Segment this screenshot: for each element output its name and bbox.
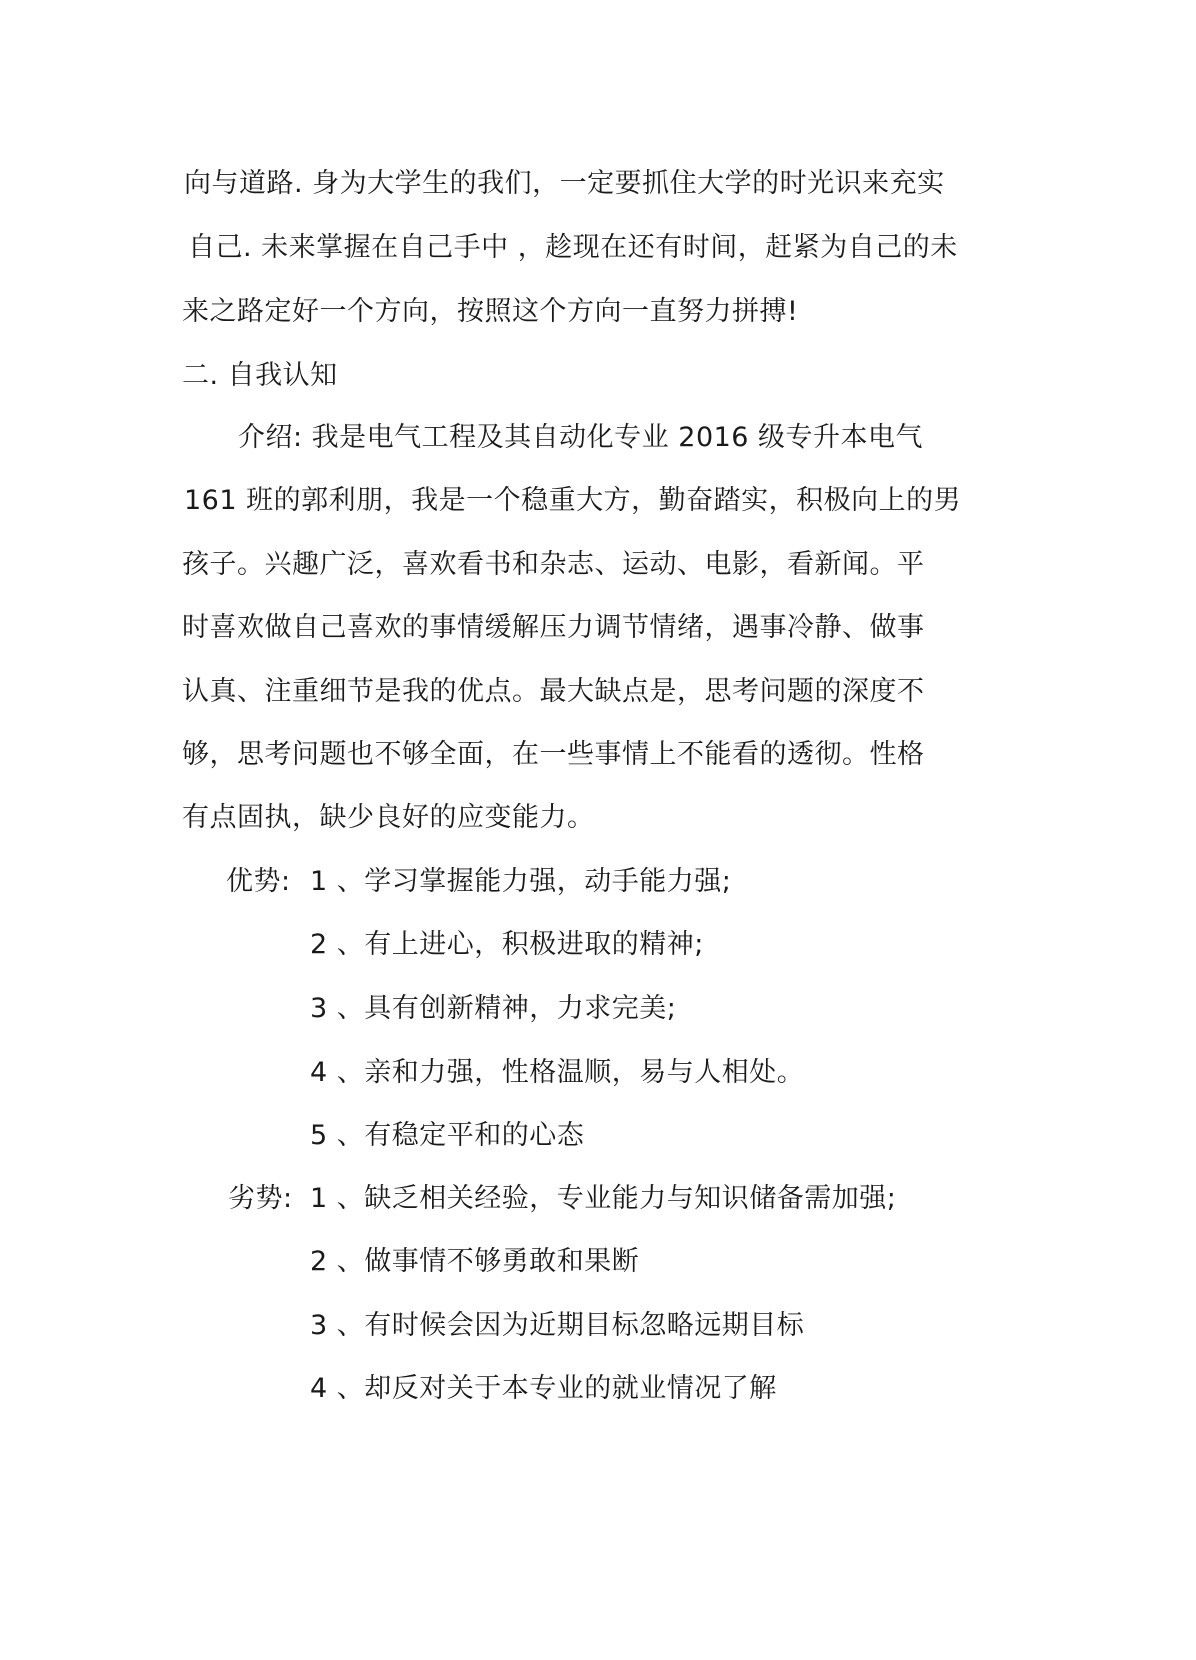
weaknesses-label: 劣势: bbox=[228, 1183, 293, 1214]
self-intro-line-7: 有点固执，缺少良好的应变能力。 bbox=[182, 802, 595, 833]
weakness-item-3: 3 、有时候会因为近期目标忽略远期目标 bbox=[310, 1310, 805, 1341]
self-intro-line-6: 够，思考问题也不够全面，在一些事情上不能看的透彻。性格 bbox=[182, 739, 925, 770]
weakness-item-2: 2 、做事情不够勇敢和果断 bbox=[310, 1246, 640, 1277]
section-heading: 二. 自我认知 bbox=[182, 360, 338, 391]
weakness-item-1: 1 、缺乏相关经验，专业能力与知识储备需加强; bbox=[310, 1183, 897, 1214]
intro-line-2: 自己. 未来掌握在自己手中 ，趁现在还有时间，赶紧为自己的未 bbox=[188, 232, 958, 263]
strength-item-4: 4 、亲和力强，性格温顺，易与人相处。 bbox=[310, 1057, 805, 1088]
intro-line-3: 来之路定好一个方向，按照这个方向一直努力拼搏! bbox=[182, 296, 799, 327]
strength-item-2: 2 、有上进心，积极进取的精神; bbox=[310, 929, 704, 960]
self-intro-line-4: 时喜欢做自己喜欢的事情缓解压力调节情绪，遇事冷静、做事 bbox=[182, 612, 925, 643]
self-intro-line-2: 161 班的郭利朋，我是一个稳重大方，勤奋踏实，积极向上的男 bbox=[184, 485, 962, 516]
weakness-item-4: 4 、却反对关于本专业的就业情况了解 bbox=[310, 1373, 777, 1404]
intro-line-1: 向与道路. 身为大学生的我们，一定要抓住大学的时光识来充实 bbox=[184, 168, 945, 199]
strength-item-1: 1 、学习掌握能力强，动手能力强; bbox=[310, 866, 732, 897]
self-intro-line-1: 介绍: 我是电气工程及其自动化专业 2016 级专升本电气 bbox=[238, 422, 924, 453]
strengths-label: 优势: bbox=[226, 866, 291, 897]
self-intro-line-3: 孩子。兴趣广泛，喜欢看书和杂志、运动、电影，看新闻。平 bbox=[182, 549, 925, 580]
strength-item-5: 5 、有稳定平和的心态 bbox=[310, 1120, 585, 1151]
strength-item-3: 3 、具有创新精神，力求完美; bbox=[310, 993, 677, 1024]
self-intro-line-5: 认真、注重细节是我的优点。最大缺点是，思考问题的深度不 bbox=[182, 676, 925, 707]
